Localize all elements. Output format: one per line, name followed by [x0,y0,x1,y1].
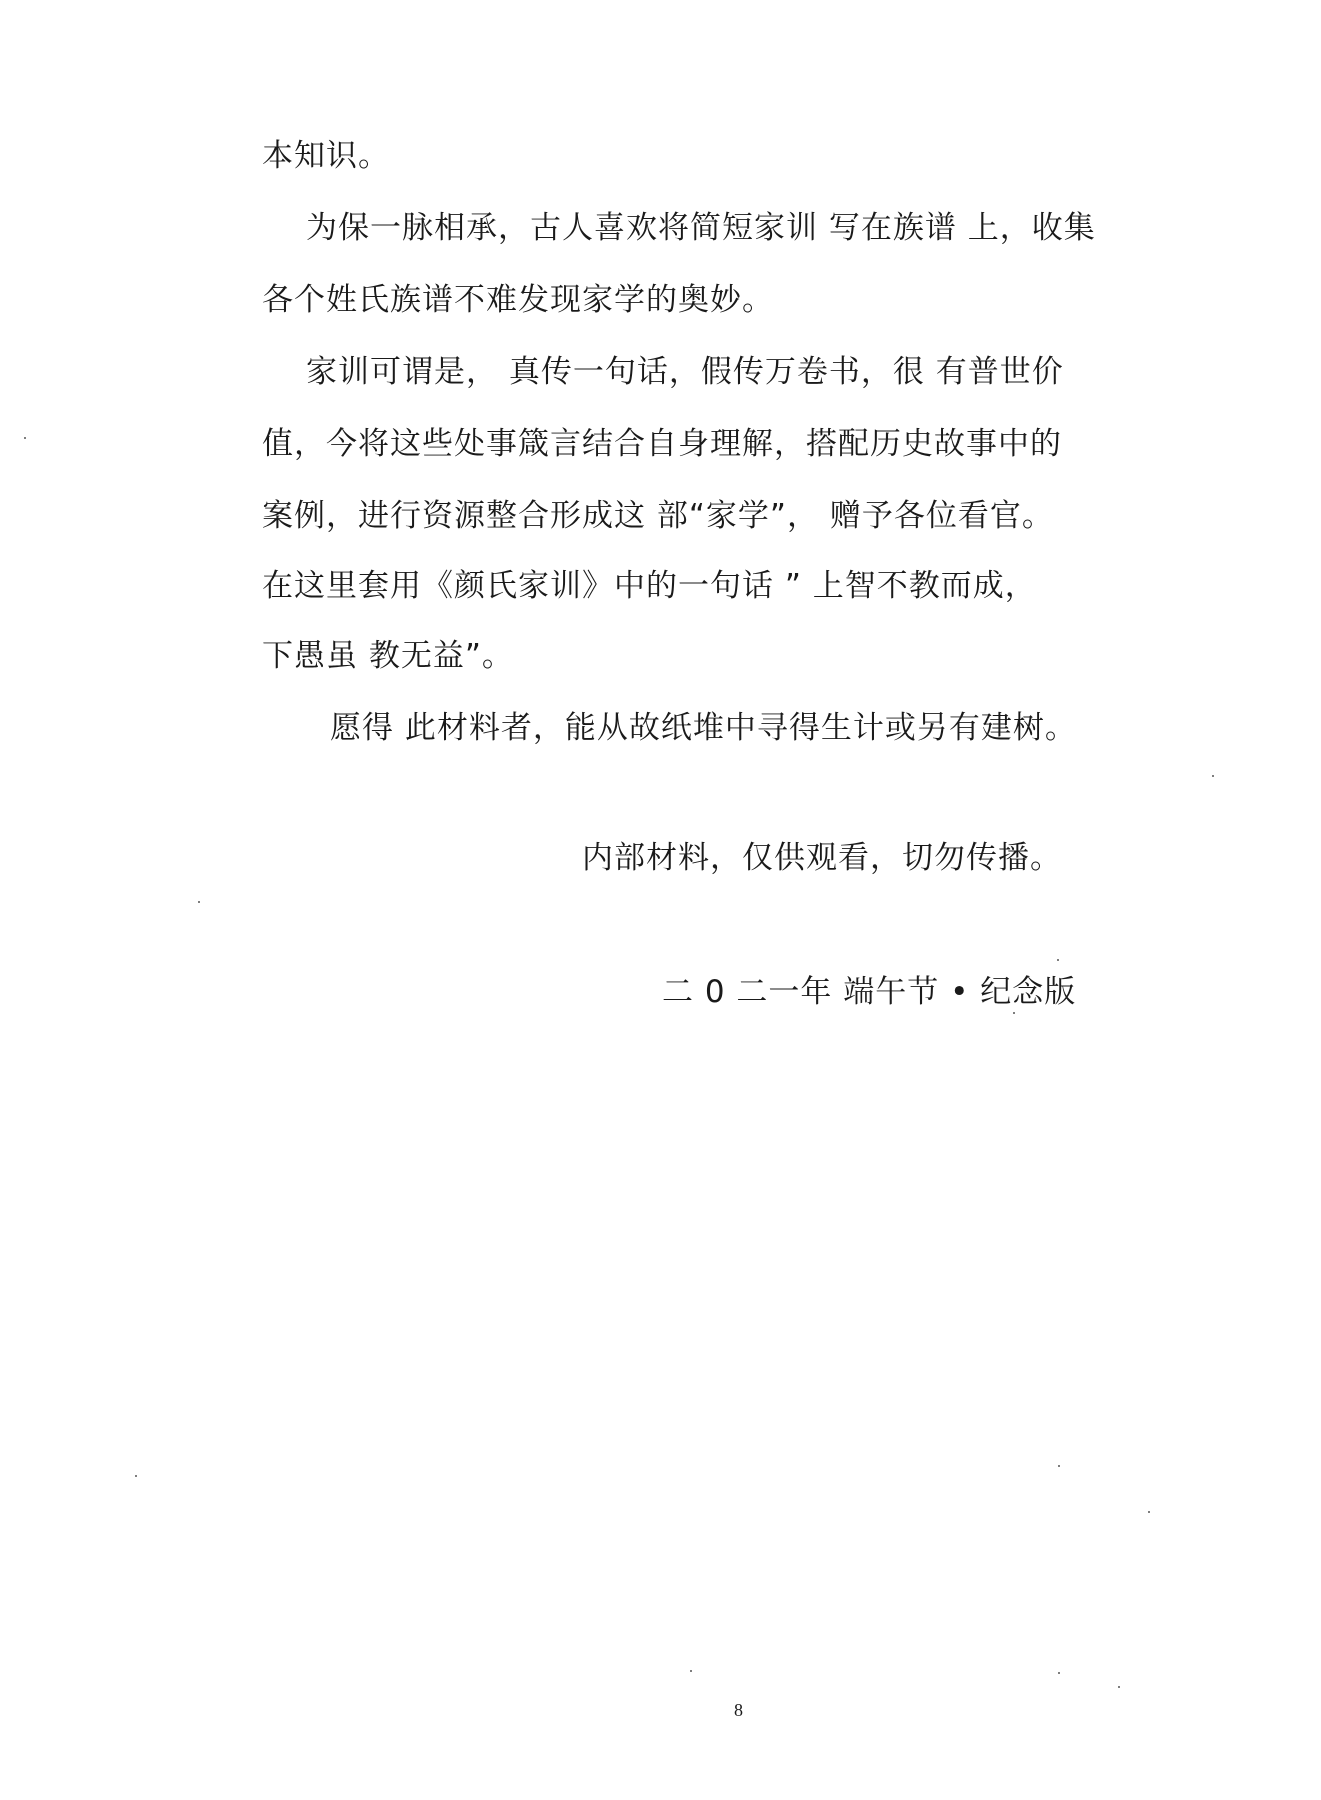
scan-speck [1148,1511,1150,1513]
body-line-8: 下愚虽 教无益”。 [262,638,514,674]
internal-notice: 内部材料，仅供观看，切勿传播。 [582,840,1062,876]
scan-speck [1057,959,1059,961]
scan-speck [135,1475,137,1477]
body-line-2: 为保一脉相承，古人喜欢将简短家训 写在族谱 上，收集 [306,210,1096,246]
scan-speck [1058,1672,1060,1674]
scan-speck [1013,1012,1015,1014]
body-line-9: 愿得 此材料者，能从故纸堆中寻得生计或另有建树。 [330,710,1077,746]
body-line-3: 各个姓氏族谱不难发现家学的奥妙。 [262,282,774,318]
body-line-1: 本知识。 [262,138,390,174]
body-line-4: 家训可谓是， 真传一句话，假传万卷书，很 有普世价 [306,354,1064,390]
body-line-6: 案例，进行资源整合形成这 部“家学”， 赠予各位看官。 [262,498,1054,534]
page-number: 8 [734,1700,743,1720]
scan-speck [1212,775,1214,777]
scan-speck [1058,1465,1060,1467]
body-line-7: 在这里套用《颜氏家训》中的一句话 ” 上智不教而成， [262,568,1037,604]
scan-speck [198,901,200,903]
body-line-5: 值，今将这些处事箴言结合自身理解，搭配历史故事中的 [262,426,1062,462]
edition-line: 二 0 二一年 端午节 • 纪念版 [662,974,1077,1010]
scan-speck [1118,1686,1120,1688]
scan-speck [24,437,26,439]
scan-speck [690,1670,692,1672]
